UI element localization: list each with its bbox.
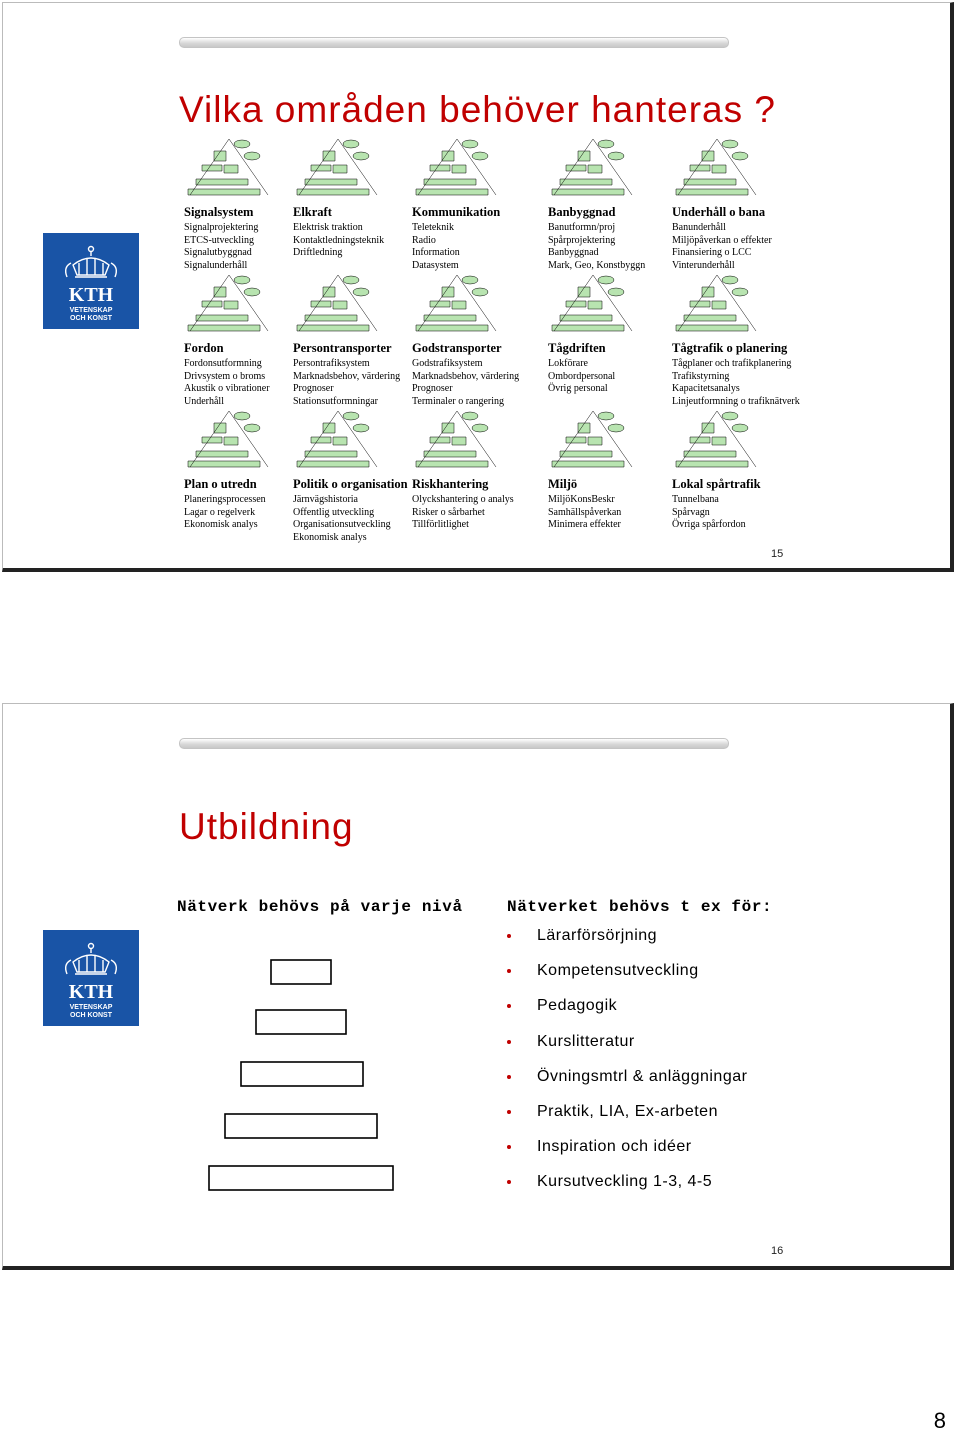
document-page-number: 8 xyxy=(933,1408,946,1433)
area-block xyxy=(412,205,544,272)
area-diagram xyxy=(293,273,425,333)
area-title: Politik o organisation xyxy=(293,477,408,491)
kth-logo xyxy=(43,233,139,329)
list-item: Kompetensutveckling xyxy=(507,961,747,996)
area-item-list xyxy=(293,494,425,544)
bullet-icon xyxy=(507,1145,511,1149)
list-item: Olyckshantering o analys xyxy=(412,494,514,505)
list-item: Lokförare xyxy=(548,358,588,369)
svg-text:OCH KONST: OCH KONST xyxy=(70,315,112,322)
list-item: Drivsystem o broms xyxy=(184,370,266,382)
bullet-icon xyxy=(507,1075,511,1079)
mini-pyramid-diagram xyxy=(672,409,762,469)
area-block xyxy=(412,477,544,532)
bullet-icon xyxy=(507,1110,511,1114)
pyramid-level-4 xyxy=(225,1114,377,1138)
slide-16 xyxy=(2,703,954,1270)
area-diagram xyxy=(412,137,544,197)
slide-page-number: 16 xyxy=(771,1245,784,1257)
mini-pyramid-diagram xyxy=(672,137,762,197)
area-title: Tågtrafik o planering xyxy=(672,341,788,355)
list-item: Datasystem xyxy=(412,259,459,271)
area-title: Fordon xyxy=(184,341,224,355)
list-item: Minimera effekter xyxy=(548,519,621,531)
area-block xyxy=(548,341,680,396)
mini-pyramid-diagram xyxy=(184,409,274,469)
list-item: Terminaler o rangering xyxy=(412,395,505,407)
area-title: Riskhantering xyxy=(412,477,489,491)
area-block xyxy=(672,477,804,532)
pyramid-level-1 xyxy=(271,960,331,984)
mini-pyramid-diagram xyxy=(412,273,502,333)
list-item: Information xyxy=(412,247,460,259)
mini-pyramid-diagram xyxy=(184,273,274,333)
list-item: Prognoser xyxy=(293,383,334,395)
slide-header-bar xyxy=(179,37,729,48)
area-item-list xyxy=(412,222,544,272)
kth-logo-text: KTH xyxy=(68,284,114,306)
list-item: Linjeutformning o trafiknätverk xyxy=(672,395,800,407)
list-item: ETCS-utveckling xyxy=(184,234,254,246)
area-title: Miljö xyxy=(548,477,578,491)
list-item: Banutformn/proj xyxy=(548,222,616,233)
area-title: Elkraft xyxy=(293,205,332,219)
network-level-heading: Nätverk behövs på varje nivå xyxy=(177,898,463,916)
svg-text:KTH: KTH xyxy=(68,981,114,1003)
area-block xyxy=(412,341,544,408)
mini-pyramid-diagram xyxy=(412,137,502,197)
bullet-icon xyxy=(507,1004,511,1008)
list-item: Driftledning xyxy=(293,247,343,259)
area-item-list xyxy=(293,222,425,260)
list-item: Tillförlitlighet xyxy=(412,519,469,531)
list-item: Spårvagn xyxy=(672,506,710,518)
area-diagram xyxy=(548,273,680,333)
list-item: Offentlig utveckling xyxy=(293,506,375,518)
list-item: Inspiration och idéer xyxy=(507,1137,747,1172)
list-item: Kapacitetsanalys xyxy=(672,383,740,395)
svg-text:VETENSKAP: VETENSKAP xyxy=(69,307,113,314)
svg-text:OCH KONST: OCH KONST xyxy=(70,1012,112,1019)
level-pyramid xyxy=(3,704,955,1271)
list-item: Organisationsutveckling xyxy=(293,519,391,531)
list-item: Spårprojektering xyxy=(548,234,616,246)
mini-pyramid-diagram xyxy=(184,137,274,197)
area-block xyxy=(548,477,680,532)
area-title: Tågdriften xyxy=(548,341,606,355)
area-block xyxy=(293,341,425,408)
area-title: Godstransporter xyxy=(412,341,502,355)
area-diagram xyxy=(412,409,544,469)
list-item: Planeringsprocessen xyxy=(184,494,266,505)
area-title: Underhåll o bana xyxy=(672,205,766,219)
list-item: Signalprojektering xyxy=(184,222,259,233)
list-item: Kurslitteratur xyxy=(507,1032,747,1067)
area-diagram xyxy=(672,409,804,469)
bullet-icon xyxy=(507,1180,511,1184)
mini-pyramid-diagram xyxy=(293,273,383,333)
list-item: MiljöKonsBeskr xyxy=(548,494,615,505)
list-item: Godstrafiksystem xyxy=(412,358,483,369)
list-item: Banbyggnad xyxy=(548,247,599,259)
area-block xyxy=(672,205,804,272)
bullet-icon xyxy=(507,934,511,938)
mini-pyramid-diagram xyxy=(548,137,638,197)
list-item: Kursutveckling 1-3, 4-5 xyxy=(507,1172,747,1207)
list-item: Vinterunderhåll xyxy=(672,259,735,271)
list-item: Samhällspåverkan xyxy=(548,506,622,518)
list-item: Miljöpåverkan o effekter xyxy=(672,234,772,246)
list-item: Marknadsbehov, värdering xyxy=(412,370,520,382)
area-item-list xyxy=(412,494,544,532)
area-block xyxy=(672,341,804,408)
list-item: Elektrisk traktion xyxy=(293,222,363,233)
list-item: Trafikstyrning xyxy=(672,370,730,382)
area-title: Plan o utredn xyxy=(184,477,257,491)
list-item: Övrig personal xyxy=(548,383,608,395)
list-item: Pedagogik xyxy=(507,996,747,1031)
list-item: Fordonsutformning xyxy=(184,358,262,369)
bullet-icon xyxy=(507,1040,511,1044)
list-item: Marknadsbehov, värdering xyxy=(293,370,401,382)
bullet-icon xyxy=(507,969,511,973)
network-needs-list xyxy=(507,926,747,1208)
area-item-list xyxy=(672,494,804,532)
mini-pyramid-diagram xyxy=(548,409,638,469)
slide-15 xyxy=(2,2,954,572)
list-item: Prognoser xyxy=(412,383,453,395)
area-diagram xyxy=(412,273,544,333)
area-item-list xyxy=(548,494,680,532)
mini-pyramid-diagram xyxy=(293,409,383,469)
network-needs-heading: Nätverket behövs t ex för: xyxy=(507,898,773,916)
list-item: Banunderhåll xyxy=(672,222,726,233)
slide-title: Utbildning xyxy=(179,806,354,847)
mini-pyramid-diagram xyxy=(672,273,762,333)
kth-crown-icon xyxy=(43,233,139,329)
list-item: Underhåll xyxy=(184,395,224,407)
slide-title: Vilka områden behöver hanteras ? xyxy=(179,89,776,130)
list-item: Kontaktledningsteknik xyxy=(293,234,385,246)
list-item: Stationsutformningar xyxy=(293,395,378,407)
area-title: Kommunikation xyxy=(412,205,501,219)
area-title: Persontransporter xyxy=(293,341,392,355)
list-item: Lagar o regelverk xyxy=(184,506,256,518)
area-item-list xyxy=(672,222,804,272)
area-block xyxy=(293,205,425,260)
list-item: Ombordpersonal xyxy=(548,370,616,382)
area-diagram xyxy=(672,137,804,197)
list-item: Ekonomisk analys xyxy=(293,531,367,543)
list-item: Finansiering o LCC xyxy=(672,247,752,259)
pyramid-level-5 xyxy=(209,1166,393,1190)
area-diagram xyxy=(548,137,680,197)
area-title: Lokal spårtrafik xyxy=(672,477,761,491)
list-item: Praktik, LIA, Ex-arbeten xyxy=(507,1102,747,1137)
pyramid-level-2 xyxy=(256,1010,346,1034)
list-item: Signalunderhåll xyxy=(184,259,248,271)
area-item-list xyxy=(548,358,680,396)
list-item: Övningsmtrl & anläggningar xyxy=(507,1067,747,1102)
area-diagram xyxy=(293,137,425,197)
area-block xyxy=(548,205,680,272)
mini-pyramid-diagram xyxy=(412,409,502,469)
svg-text:VETENSKAP: VETENSKAP xyxy=(69,1004,113,1011)
list-item: Risker o sårbarhet xyxy=(412,506,485,518)
area-title: Banbyggnad xyxy=(548,205,616,219)
area-item-list xyxy=(548,222,680,272)
list-item: Lärarförsörjning xyxy=(507,926,747,961)
area-diagram xyxy=(548,409,680,469)
list-item: Övriga spårfordon xyxy=(672,519,746,531)
list-item: Persontrafiksystem xyxy=(293,358,370,369)
list-item: Mark, Geo, Konstbyggn xyxy=(548,259,646,271)
area-diagram xyxy=(293,409,425,469)
mini-pyramid-diagram xyxy=(293,137,383,197)
list-item: Signalutbyggnad xyxy=(184,247,252,259)
area-item-list xyxy=(412,358,544,408)
list-item: Ekonomisk analys xyxy=(184,519,258,531)
area-title: Signalsystem xyxy=(184,205,254,219)
list-item: Tunnelbana xyxy=(672,494,719,505)
list-item: Teleteknik xyxy=(412,222,455,233)
slide-page-number: 15 xyxy=(771,548,784,560)
area-item-list xyxy=(672,358,804,408)
list-item: Akustik o vibrationer xyxy=(184,383,270,395)
list-item: Radio xyxy=(412,234,436,246)
area-block xyxy=(293,477,425,544)
list-item: Tågplaner och trafikplanering xyxy=(672,358,792,369)
area-item-list xyxy=(293,358,425,408)
mini-pyramid-diagram xyxy=(548,273,638,333)
pyramid-level-3 xyxy=(241,1062,363,1086)
list-item: Järnvägshistoria xyxy=(293,494,358,505)
area-diagram xyxy=(672,273,804,333)
